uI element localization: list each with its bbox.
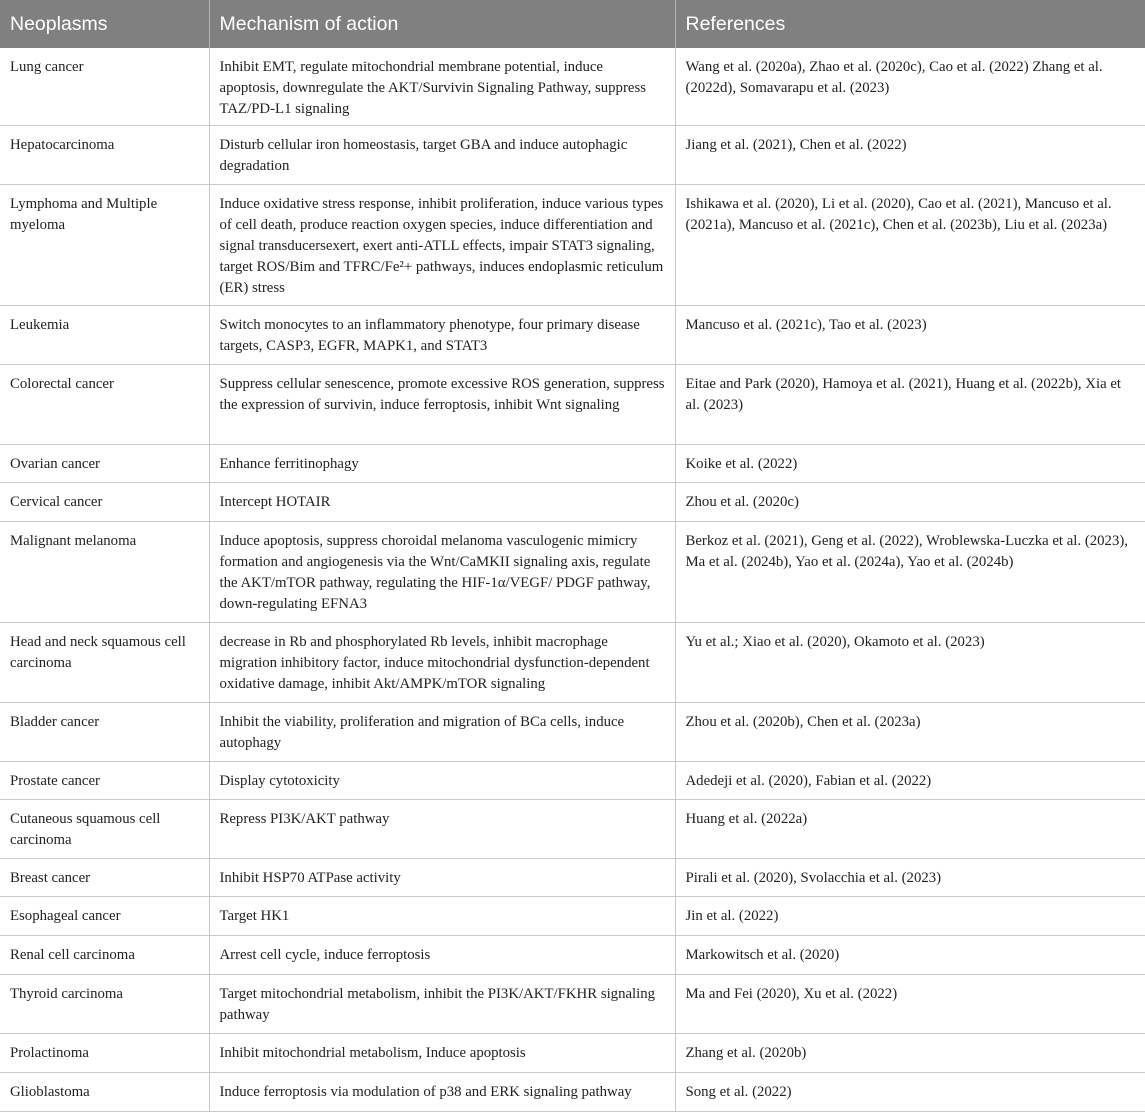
neoplasm-cell: Leukemia — [0, 306, 209, 365]
mechanism-cell: decrease in Rb and phosphorylated Rb levels, inhibit macrophage migration inhibitory factor, induce mitochondrial dysfunction-dependent oxidative damage, inhibit Akt/AMPK/mTOR signaling — [209, 623, 675, 703]
mechanism-cell: Inhibit HSP70 ATPase activity — [209, 859, 675, 897]
header-neoplasms: Neoplasms — [0, 0, 209, 48]
neoplasm-cell: Breast cancer — [0, 859, 209, 897]
neoplasm-cell: Cervical cancer — [0, 483, 209, 522]
mechanism-cell: Inhibit EMT, regulate mitochondrial membrane potential, induce apoptosis, downregulate the AKT/Survivin Signaling Pathway, suppress TAZ/PD-L1 signaling — [209, 48, 675, 126]
neoplasm-cell: Lung cancer — [0, 48, 209, 126]
table-row — [0, 126, 1145, 185]
header-row — [0, 0, 1145, 48]
references-cell: Song et al. (2022) — [675, 1073, 1145, 1112]
neoplasm-cell: Cutaneous squamous cell carcinoma — [0, 800, 209, 859]
table-row — [0, 522, 1145, 623]
mechanism-cell: Target HK1 — [209, 897, 675, 936]
neoplasm-cell: Esophageal cancer — [0, 897, 209, 936]
neoplasm-cell: Malignant melanoma — [0, 522, 209, 623]
references-cell: Mancuso et al. (2021c), Tao et al. (2023) — [675, 306, 1145, 365]
table-row — [0, 859, 1145, 897]
header-mechanism: Mechanism of action — [209, 0, 675, 48]
neoplasm-cell: Glioblastoma — [0, 1073, 209, 1112]
neoplasm-cell: Ovarian cancer — [0, 445, 209, 483]
neoplasm-cell: Prostate cancer — [0, 762, 209, 800]
header-references: References — [675, 0, 1145, 48]
references-cell: Yu et al.; Xiao et al. (2020), Okamoto et al. (2023) — [675, 623, 1145, 703]
neoplasm-cell: Bladder cancer — [0, 703, 209, 762]
table-row — [0, 185, 1145, 306]
neoplasm-cell: Colorectal cancer — [0, 365, 209, 445]
references-cell: Markowitsch et al. (2020) — [675, 936, 1145, 975]
table-row — [0, 48, 1145, 126]
references-cell: Zhang et al. (2020b) — [675, 1034, 1145, 1073]
references-cell: Jin et al. (2022) — [675, 897, 1145, 936]
neoplasm-cell: Prolactinoma — [0, 1034, 209, 1073]
references-cell: Adedeji et al. (2020), Fabian et al. (2022) — [675, 762, 1145, 800]
table-header — [0, 0, 1145, 48]
table-row — [0, 365, 1145, 445]
neoplasm-cell: Lymphoma and Multiple myeloma — [0, 185, 209, 306]
table-row — [0, 623, 1145, 703]
mechanism-cell: Induce apoptosis, suppress choroidal melanoma vasculogenic mimicry formation and angiogenesis via the Wnt/CaMKII signaling axis, regulate the AKT/mTOR pathway, regulating the HIF-1α/VEGF/ PDGF pathway, down-regulating EFNA3 — [209, 522, 675, 623]
table-row — [0, 897, 1145, 936]
table-row — [0, 703, 1145, 762]
neoplasm-cell: Thyroid carcinoma — [0, 975, 209, 1034]
references-cell: Eitae and Park (2020), Hamoya et al. (2021), Huang et al. (2022b), Xia et al. (2023) — [675, 365, 1145, 445]
mechanism-cell: Disturb cellular iron homeostasis, target GBA and induce autophagic degradation — [209, 126, 675, 185]
table-row — [0, 1034, 1145, 1073]
neoplasm-cell: Head and neck squamous cell carcinoma — [0, 623, 209, 703]
table-row — [0, 800, 1145, 859]
references-cell: Ma and Fei (2020), Xu et al. (2022) — [675, 975, 1145, 1034]
table-row — [0, 975, 1145, 1034]
references-cell: Koike et al. (2022) — [675, 445, 1145, 483]
references-cell: Huang et al. (2022a) — [675, 800, 1145, 859]
table-row — [0, 445, 1145, 483]
table-row — [0, 1073, 1145, 1112]
mechanism-cell: Induce oxidative stress response, inhibit proliferation, induce various types of cell death, produce reaction oxygen species, induce differentiation and signal transducersexert, exert anti-ATLL effects, impair STAT3 signaling, target ROS/Bim and TFRC/Fe²+ pathways, induces endoplasmic reticulum (ER) stress — [209, 185, 675, 306]
mechanism-cell: Intercept HOTAIR — [209, 483, 675, 522]
references-cell: Zhou et al. (2020c) — [675, 483, 1145, 522]
mechanism-cell: Suppress cellular senescence, promote excessive ROS generation, suppress the expression of survivin, induce ferroptosis, inhibit Wnt signaling — [209, 365, 675, 445]
references-cell: Ishikawa et al. (2020), Li et al. (2020), Cao et al. (2021), Mancuso et al. (2021a), Mancuso et al. (2021c), Chen et al. (2023b), Liu et al. (2023a) — [675, 185, 1145, 306]
mechanism-cell: Induce ferroptosis via modulation of p38 and ERK signaling pathway — [209, 1073, 675, 1112]
neoplasm-cell: Hepatocarcinoma — [0, 126, 209, 185]
mechanism-cell: Repress PI3K/AKT pathway — [209, 800, 675, 859]
mechanism-cell: Inhibit the viability, proliferation and migration of BCa cells, induce autophagy — [209, 703, 675, 762]
mechanism-cell: Inhibit mitochondrial metabolism, Induce apoptosis — [209, 1034, 675, 1073]
table-body — [0, 48, 1145, 1112]
references-cell: Pirali et al. (2020), Svolacchia et al. (2023) — [675, 859, 1145, 897]
neoplasm-cell: Renal cell carcinoma — [0, 936, 209, 975]
table-row — [0, 936, 1145, 975]
mechanism-cell: Switch monocytes to an inflammatory phenotype, four primary disease targets, CASP3, EGFR, MAPK1, and STAT3 — [209, 306, 675, 365]
references-cell: Zhou et al. (2020b), Chen et al. (2023a) — [675, 703, 1145, 762]
references-cell: Wang et al. (2020a), Zhao et al. (2020c), Cao et al. (2022) Zhang et al. (2022d), Somavarapu et al. (2023) — [675, 48, 1145, 126]
mechanism-cell: Display cytotoxicity — [209, 762, 675, 800]
table-row — [0, 483, 1145, 522]
table-row — [0, 306, 1145, 365]
mechanism-cell: Target mitochondrial metabolism, inhibit the PI3K/AKT/FKHR signaling pathway — [209, 975, 675, 1034]
mechanism-cell: Enhance ferritinophagy — [209, 445, 675, 483]
references-cell: Jiang et al. (2021), Chen et al. (2022) — [675, 126, 1145, 185]
references-cell: Berkoz et al. (2021), Geng et al. (2022), Wroblewska-Luczka et al. (2023), Ma et al. (2024b), Yao et al. (2024a), Yao et al. (2024b) — [675, 522, 1145, 623]
table-row — [0, 762, 1145, 800]
mechanism-cell: Arrest cell cycle, induce ferroptosis — [209, 936, 675, 975]
